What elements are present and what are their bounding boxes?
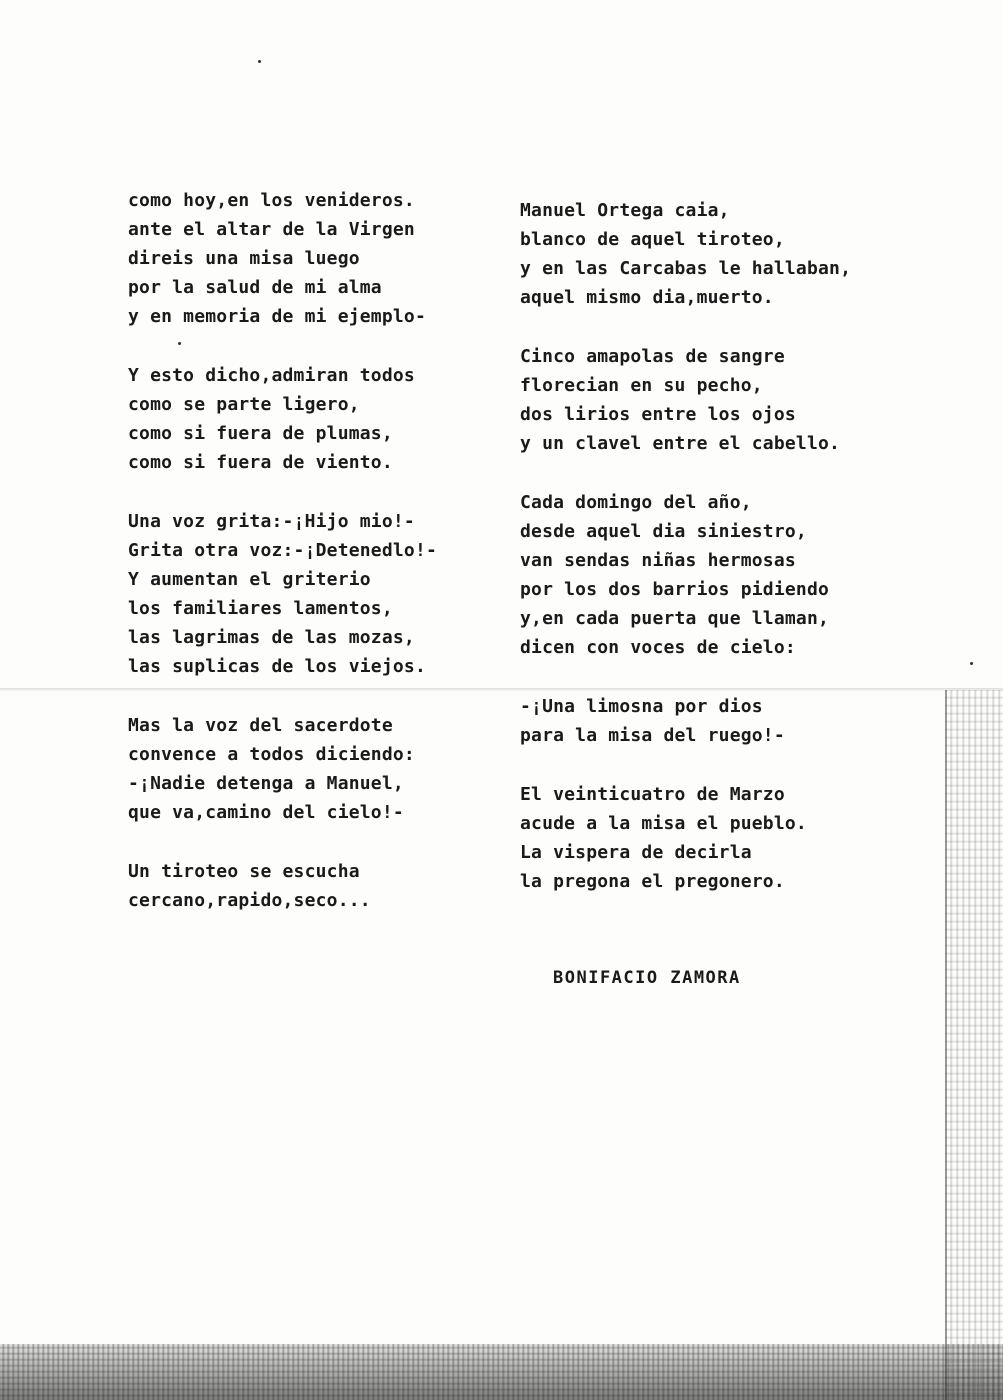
poem-line: para la misa del ruego!- bbox=[520, 725, 785, 746]
poem-line: que va,camino del cielo!- bbox=[128, 802, 404, 823]
poem-line: El veinticuatro de Marzo bbox=[520, 784, 785, 805]
poem-left-column bbox=[128, 186, 488, 945]
poem-line: como si fuera de plumas, bbox=[128, 423, 393, 444]
poem-stanza bbox=[128, 711, 488, 827]
poem-line: Cinco amapolas de sangre bbox=[520, 346, 785, 367]
poem-line: y un clavel entre el cabello. bbox=[520, 433, 841, 454]
poem-line: por los dos barrios pidiendo bbox=[520, 579, 830, 600]
poem-line: por la salud de mi alma bbox=[128, 277, 382, 298]
poem-line: blanco de aquel tiroteo, bbox=[520, 229, 785, 250]
poem-line: como se parte ligero, bbox=[128, 394, 360, 415]
poem-line: y en las Carcabas le hallaban, bbox=[520, 258, 852, 279]
poem-line: Un tiroteo se escucha bbox=[128, 861, 360, 882]
ink-speck bbox=[970, 662, 973, 665]
poem-line: y en memoria de mi ejemplo- bbox=[128, 306, 426, 327]
poem-stanza bbox=[520, 196, 940, 312]
poem-line: ante el altar de la Virgen bbox=[128, 219, 415, 240]
poem-line: Grita otra voz:-¡Detenedlo!- bbox=[128, 540, 438, 561]
poem-line: van sendas niñas hermosas bbox=[520, 550, 796, 571]
poem-line: aquel mismo dia,muerto. bbox=[520, 287, 774, 308]
poem-stanza bbox=[520, 488, 940, 662]
poem-line: como hoy,en los venideros. bbox=[128, 190, 415, 211]
poem-right-column bbox=[520, 196, 940, 926]
poem-stanza bbox=[520, 342, 940, 458]
author-signature: BONIFACIO ZAMORA bbox=[553, 968, 741, 988]
poem-line: La vispera de decirla bbox=[520, 842, 752, 863]
poem-line: direis una misa luego bbox=[128, 248, 360, 269]
poem-line: las suplicas de los viejos. bbox=[128, 656, 426, 677]
poem-line: dos lirios entre los ojos bbox=[520, 404, 796, 425]
poem-stanza bbox=[128, 186, 488, 331]
scanner-shadow-right bbox=[945, 690, 1003, 1400]
poem-line: Cada domingo del año, bbox=[520, 492, 752, 513]
poem-line: Una voz grita:-¡Hijo mio!- bbox=[128, 511, 415, 532]
poem-stanza bbox=[128, 361, 488, 477]
poem-line: Y aumentan el griterio bbox=[128, 569, 371, 590]
poem-stanza bbox=[520, 692, 940, 750]
poem-stanza bbox=[520, 780, 940, 896]
poem-line: la pregona el pregonero. bbox=[520, 871, 785, 892]
poem-stanza bbox=[128, 857, 488, 915]
poem-line: acude a la misa el pueblo. bbox=[520, 813, 807, 834]
poem-line: Mas la voz del sacerdote bbox=[128, 715, 393, 736]
poem-line: dicen con voces de cielo: bbox=[520, 637, 796, 658]
poem-line: -¡Nadie detenga a Manuel, bbox=[128, 773, 404, 794]
poem-line: Manuel Ortega caia, bbox=[520, 200, 730, 221]
poem-line: las lagrimas de las mozas, bbox=[128, 627, 415, 648]
poem-line: cercano,rapido,seco... bbox=[128, 890, 371, 911]
poem-line: Y esto dicho,admiran todos bbox=[128, 365, 415, 386]
poem-stanza bbox=[128, 507, 488, 681]
poem-line: florecian en su pecho, bbox=[520, 375, 763, 396]
poem-line: desde aquel dia siniestro, bbox=[520, 521, 807, 542]
poem-line: y,en cada puerta que llaman, bbox=[520, 608, 830, 629]
poem-line: como si fuera de viento. bbox=[128, 452, 393, 473]
poem-line: los familiares lamentos, bbox=[128, 598, 393, 619]
scanner-shadow-bottom bbox=[0, 1344, 1003, 1400]
ink-speck bbox=[258, 60, 261, 63]
poem-line: -¡Una limosna por dios bbox=[520, 696, 763, 717]
poem-line: convence a todos diciendo: bbox=[128, 744, 415, 765]
